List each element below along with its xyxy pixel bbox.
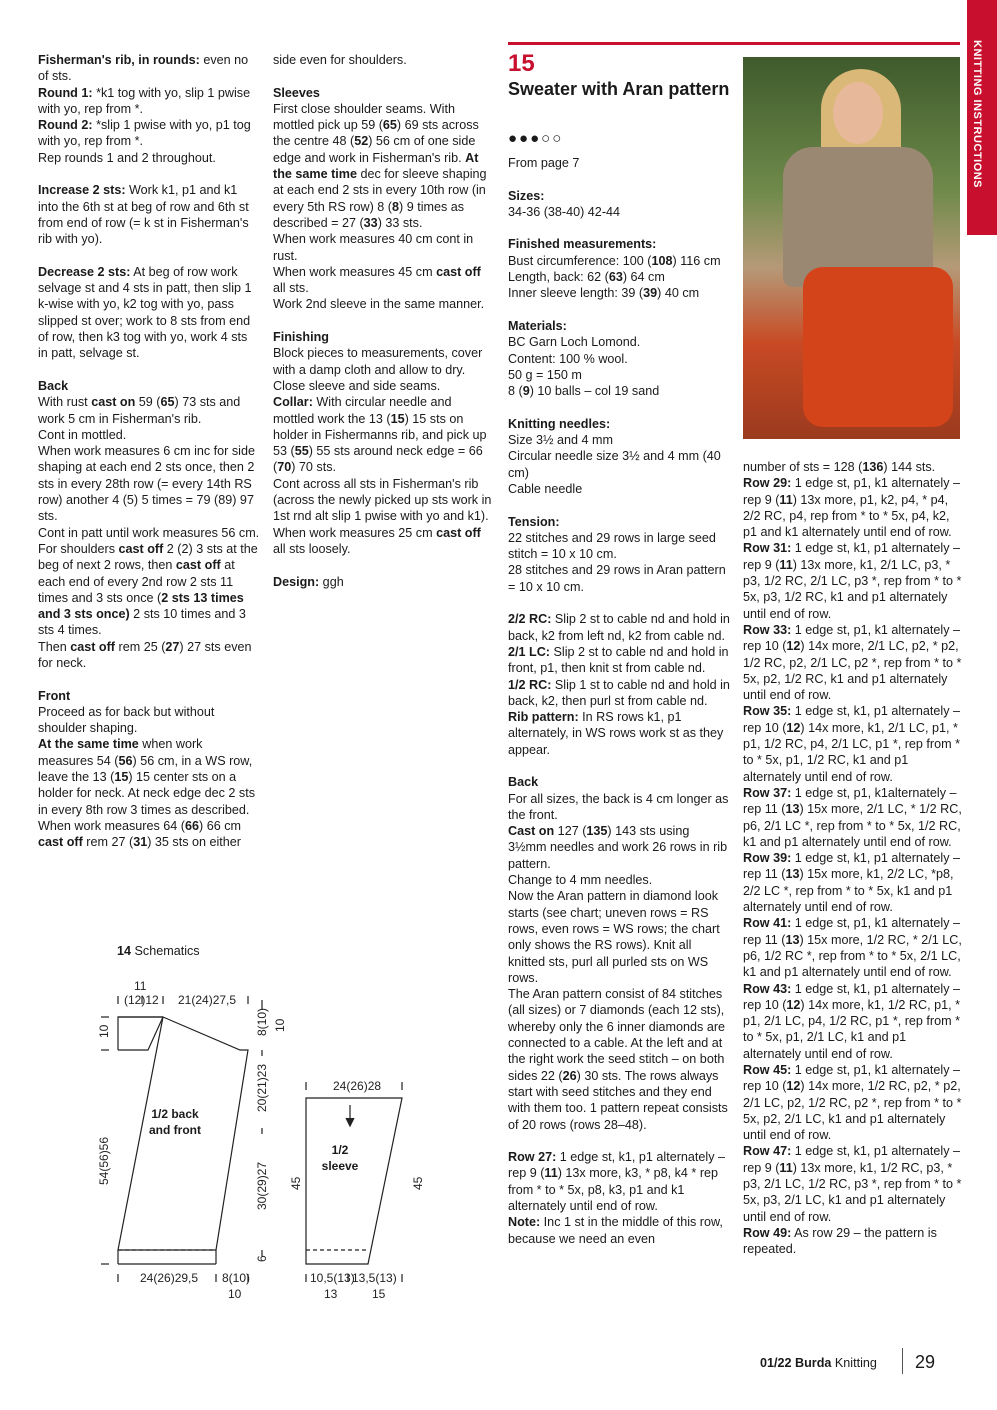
length-back: Length, back: 62 (63) 64 cm	[508, 270, 665, 285]
footer-issue: 01/22	[760, 1356, 792, 1370]
design-credit: Design: ggh	[273, 574, 344, 589]
page-footer	[760, 1352, 936, 1372]
needles-heading: Knitting needles:	[508, 416, 611, 431]
dim-sleeve-bottom-right-2: 15	[372, 1287, 386, 1301]
yarn: BC Garn Loch Lomond.	[508, 335, 641, 350]
yarn-content: Content: 100 % wool.	[508, 351, 628, 366]
front-intro: Proceed as for back but without shoulder shaping.	[38, 704, 215, 736]
dim-sleeve-top: 24(26)28	[333, 1079, 382, 1093]
measurements-heading: Finished measurements:	[508, 237, 657, 252]
schematic-label: Schematics	[134, 944, 200, 958]
row-27-note: Note: Inc 1 st in the middle of this row, because we need an even	[508, 1215, 723, 1246]
row-29: Row 29: 1 edge st, p1, k1 alternately – rep 9 (11) 13x more, p1, k2, p4, * p4, 2/2 RC, p4, rep from * to * 5x, p4, k2, p1 and k1 alternately until end of row.	[743, 476, 961, 540]
pattern-back-aran-detail: The Aran pattern consist of 84 stitches (all sizes) or 7 diamonds (each 12 sts), whereby only the 6 inner diamonds are connected to a cable. At the left and at the right work the seed stitch – on both sides 22 (26) 30 sts. The rows always start with seed stitches and they end with them too. 1 pattern repeat consists of 20 rows (rows 28–48).	[508, 987, 728, 1132]
abbr-2-1-lc: 2/1 LC: Slip 2 st to cable nd and hold in front, p1, then knit st from cable nd.	[508, 644, 729, 676]
round-1: Round 1: *k1 tog with yo, slip 1 pwise with yo, rep from *.	[38, 85, 251, 116]
dim-sleeve-bottom-right: 13,5(13)	[352, 1271, 397, 1285]
decrease-def: Decrease 2 sts: At beg of row work selvage st and 4 sts in patt, then slip 1 k-wise with yo, k2 tog with yo, pass slipped st over; work to 8 sts from end of row, then k3 tog with yo, work 4 sts in patt, selvage st.	[38, 264, 252, 361]
materials-heading: Materials:	[508, 318, 567, 333]
sleeve-length: Inner sleeve length: 39 (39) 40 cm	[508, 286, 700, 301]
sizes-heading: Sizes:	[508, 188, 545, 203]
dim-rib: 6	[255, 1255, 269, 1262]
row-33: Row 33: 1 edge st, p1, k1 alternately – rep 10 (12) 14x more, 2/1 LC, p2, * p2, 1/2 RC, p2, 2/1 LC, p2 *, rep from * to * 5x, p2, 1/2 RC, k1 and p1 alternately until end of row.	[743, 622, 962, 703]
stitch-count: number of sts = 128 (136) 144 sts.	[743, 460, 936, 474]
rib-pattern: Rib pattern: In RS rows k1, p1 alternately, in WS rows work st as they appear.	[508, 710, 724, 757]
row-35: Row 35: 1 edge st, k1, p1 alternately – rep 10 (12) 14x more, k1, 2/1 LC, p1, * p1, 1/2 RC, p4, 2/1 LC, p1 *, rep from * to * 5x, p1, 1/2 RC, k1 and p1 alternately until end of row.	[743, 704, 961, 784]
back-neck: Then cast off rem 25 (27) 27 sts even for neck.	[38, 639, 252, 670]
back-side-shaping: When work measures 6 cm inc for side shaping at each end 2 sts once, then 2 sts in every 28th row (= every 14th RS row) another 4 (5) 5 times = 79 (89) 97 sts.	[38, 444, 255, 524]
sizes-value: 34-36 (38-40) 42-44	[508, 204, 621, 219]
circular-needle: Circular needle size 3½ and 4 mm (40 cm)	[508, 449, 721, 480]
pattern-back-needles: Change to 4 mm needles.	[508, 873, 653, 888]
dim-shoulder-depth: 8(10)	[255, 1007, 269, 1036]
fisherman-rib-def: Fisherman's rib, in rounds: even no of sts.	[38, 53, 249, 84]
section-tab-label: KNITTING INSTRUCTIONS	[971, 40, 983, 188]
front-neck: At the same time when work measures 54 (56) 56 cm, in a WS row, leave the 13 (15) 15 center sts on a holder for neck. At neck edge dec 2 sts in every 8th row 3 times as described.	[38, 737, 256, 817]
row-27: Row 27: 1 edge st, k1, p1 alternately – rep 9 (11) 13x more, k3, * p8, k4 * rep from * to * 5x, p8, k3, p1 and k1 alternately until end of row.	[508, 1150, 726, 1213]
sleeves-second: Work 2nd sleeve in the same manner.	[273, 297, 485, 312]
sleeves-cast-off: When work measures 45 cm cast off all sts.	[273, 264, 481, 296]
dim-shoulder-depth-2: 10	[273, 1018, 287, 1032]
row-41: Row 41: 1 edge st, p1, k1 alternately – rep 11 (13) 15x more, 1/2 RC, * 2/1 LC, p6, 1/2 RC *, rep from * to * 5x, 2/1 LC, k1 and p1 alternately until end of row.	[743, 916, 962, 980]
yarn-weight: 50 g = 150 m	[508, 367, 582, 382]
dim-bottom-side-2: 10	[228, 1287, 242, 1301]
dim-total-height: 54(56)56	[97, 1136, 111, 1185]
from-page: From page 7	[508, 156, 580, 170]
dim-armhole: 20(21)23	[255, 1063, 269, 1112]
dim-neck-upper: 11	[134, 979, 147, 993]
tension-seed: 22 stitches and 29 rows in large seed stitch = 10 x 10 cm.	[508, 530, 716, 562]
needle-size: Size 3½ and 4 mm	[508, 433, 613, 448]
back-shoulders: For shoulders cast off 2 (2) 3 sts at the beg of next 2 rows, then cast off at each end of every 2nd row 2 sts 11 times and 3 sts once (2 sts 13 times and 3 sts once) 2 sts 10 times and 3 sts 4 times.	[38, 541, 258, 638]
abbr-2-2-rc: 2/2 RC: Slip 2 st to cable nd and hold in back, k2 from left nd, k2 from cable nd.	[508, 612, 730, 643]
footer-brand: Burda	[795, 1356, 832, 1370]
finishing-collar: Collar: With circular needle and mottled work the 13 (15) 15 sts on holder in Fishermanns rib, and pick up 53 (55) 55 sts around neck edge = 66 (70) 70 sts.	[273, 395, 487, 475]
page-number: 29	[915, 1352, 936, 1372]
dim-sleeve-right: 45	[411, 1176, 425, 1190]
row-43: Row 43: 1 edge st, k1, p1 alternately – rep 10 (12) 14x more, k1, 1/2 RC, p1, * p1, 2/1 LC, p4, 1/2 RC, p1 *, rep from * to * 5x, p1, 2/1 LC, k1 and p1 alternately until end of row.	[743, 981, 961, 1061]
pattern-number: 15	[508, 50, 535, 77]
dim-sleeve-bottom-left: 10,5(13)	[310, 1271, 355, 1285]
sleeves-heading: Sleeves	[273, 85, 320, 100]
pattern-title: Sweater with Aran pattern	[508, 79, 730, 99]
dim-side: 30(29)27	[255, 1161, 269, 1210]
sleeves-pickup: First close shoulder seams. With mottled pick up 59 (65) 69 sts across the centre 48 (52) 56 cm of one side edge and work in Fisherman's rib. At the same time dec for sleeve shaping at each end 2 sts in every 10th row (in every 5th RS row) 8 (8) 9 times as described = 27 (33) 33 sts.	[273, 101, 487, 230]
increase-def: Increase 2 sts: Work k1, p1 and k1 into the 6th st at beg of row and 6th st from end of row (= k st in Fisherman's rib with yo).	[38, 183, 249, 247]
back-cast-on: With rust cast on 59 (65) 73 sts and work 5 cm in Fisherman's rib.	[38, 395, 241, 426]
rep-rounds: Rep rounds 1 and 2 throughout.	[38, 150, 216, 165]
back-mottled: Cont in mottled.	[38, 427, 127, 442]
dim-bottom-width: 24(26)29,5	[140, 1271, 199, 1285]
pattern-back-intro: For all sizes, the back is 4 cm longer as the front.	[508, 791, 729, 822]
sleeve-label: 1/2 sleeve	[321, 1143, 359, 1173]
footer-magazine: Knitting	[834, 1356, 877, 1370]
finishing-heading: Finishing	[273, 330, 329, 345]
shoulders-cont: side even for shoulders.	[273, 53, 407, 67]
pattern-back-cast-on: Cast on 127 (135) 143 sts using 3½mm needles and work 26 rows in rib pattern.	[508, 824, 728, 871]
front-cast-off: When work measures 64 (66) 66 cm cast off rem 27 (31) 35 sts on either	[38, 818, 242, 850]
dim-sleeve-left: 45	[289, 1176, 303, 1190]
back-cont: Cont in patt until work measures 56 cm.	[38, 525, 260, 540]
row-47: Row 47: 1 edge st, k1, p1 alternately – rep 9 (11) 13x more, k1, 1/2 RC, p3, * p3, 2/1 LC, 1/2 RC, p3 *, rep from * to * 5x, p3, 2/1 LC, k1 and p1 alternately until end of row.	[743, 1144, 962, 1224]
schematic-number: 14	[117, 944, 132, 958]
row-45: Row 45: 1 edge st, p1, k1 alternately – rep 10 (12) 14x more, 1/2 RC, p2, * p2, 2/1 LC, p2, 1/2 RC, p2 *, rep from * to * 5x, p2, 2/1 LC, k1 and p1 alternately until end of row.	[743, 1062, 962, 1143]
tension-heading: Tension:	[508, 514, 560, 529]
back-heading: Back	[38, 378, 69, 393]
dim-bottom-side: 8(10)	[222, 1271, 251, 1285]
dim-shoulder: 21(24)27,5	[178, 993, 237, 1007]
sleeves-rust: When work measures 40 cm cont in rust.	[273, 232, 474, 263]
row-31: Row 31: 1 edge st, k1, p1 alternately – rep 9 (11) 13x more, k1, 2/1 LC, p3, * p3, 1/2 RC, 2/1 LC, p3 *, rep from * to * 5x, p3, 1/2 RC, k1 and p1 alternately until end of row.	[743, 541, 962, 621]
difficulty-rating: ●●●○○	[508, 130, 564, 147]
abbr-1-2-rc: 1/2 RC: Slip 1 st to cable nd and hold in back, k2, then purl st from cable nd.	[508, 677, 730, 708]
dim-neck-depth: 10	[97, 1024, 111, 1038]
piece-label: 1/2 back and front	[149, 1107, 201, 1137]
bust: Bust circumference: 100 (108) 116 cm	[508, 253, 721, 268]
finishing-block: Block pieces to measurements, cover with a damp cloth and allow to dry.	[273, 346, 483, 377]
front-heading: Front	[38, 688, 71, 703]
pattern-back-aran: Now the Aran pattern in diamond look starts (see chart; uneven rows = RS rows, even rows = WS rows; the chart only shows the RS rows). Knit all knitted sts, purl all purled sts on WS rows.	[508, 889, 720, 985]
dim-neck-lower: (12)12	[124, 993, 159, 1007]
finishing-collar-cont: Cont across all sts in Fisherman's rib (across the newly picked up sts work in 1st rnd alt slip 1 pwise with yo and k1). When work measures 25 cm cast off all sts loosely.	[273, 476, 492, 556]
round-2: Round 2: *slip 1 pwise with yo, p1 tog with yo, rep from *.	[38, 118, 251, 149]
dim-sleeve-bottom-left-2: 13	[324, 1287, 338, 1301]
cable-needle: Cable needle	[508, 481, 583, 496]
yarn-balls: 8 (9) 10 balls – col 19 sand	[508, 384, 660, 399]
row-49: Row 49: As row 29 – the pattern is repeated.	[743, 1225, 937, 1257]
pattern-back-heading: Back	[508, 775, 539, 790]
row-37: Row 37: 1 edge st, p1, k1alternately – rep 11 (13) 15x more, 2/1 LC, * 1/2 RC, p6, 2/1 LC *, rep from * to * 5x, 1/2 RC, k1 and p1 alternately until end of row.	[743, 785, 962, 849]
tension-aran: 28 stitches and 29 rows in Aran pattern = 10 x 10 cm.	[508, 563, 726, 594]
finishing-seams: Close sleeve and side seams.	[273, 378, 441, 393]
row-39: Row 39: 1 edge st, k1, p1 alternately – rep 11 (13) 15x more, k1, 2/2 LC, *p8, 2/2 LC *, rep from * to * 5x, k1 and p1 alternately until end of row.	[743, 851, 961, 915]
